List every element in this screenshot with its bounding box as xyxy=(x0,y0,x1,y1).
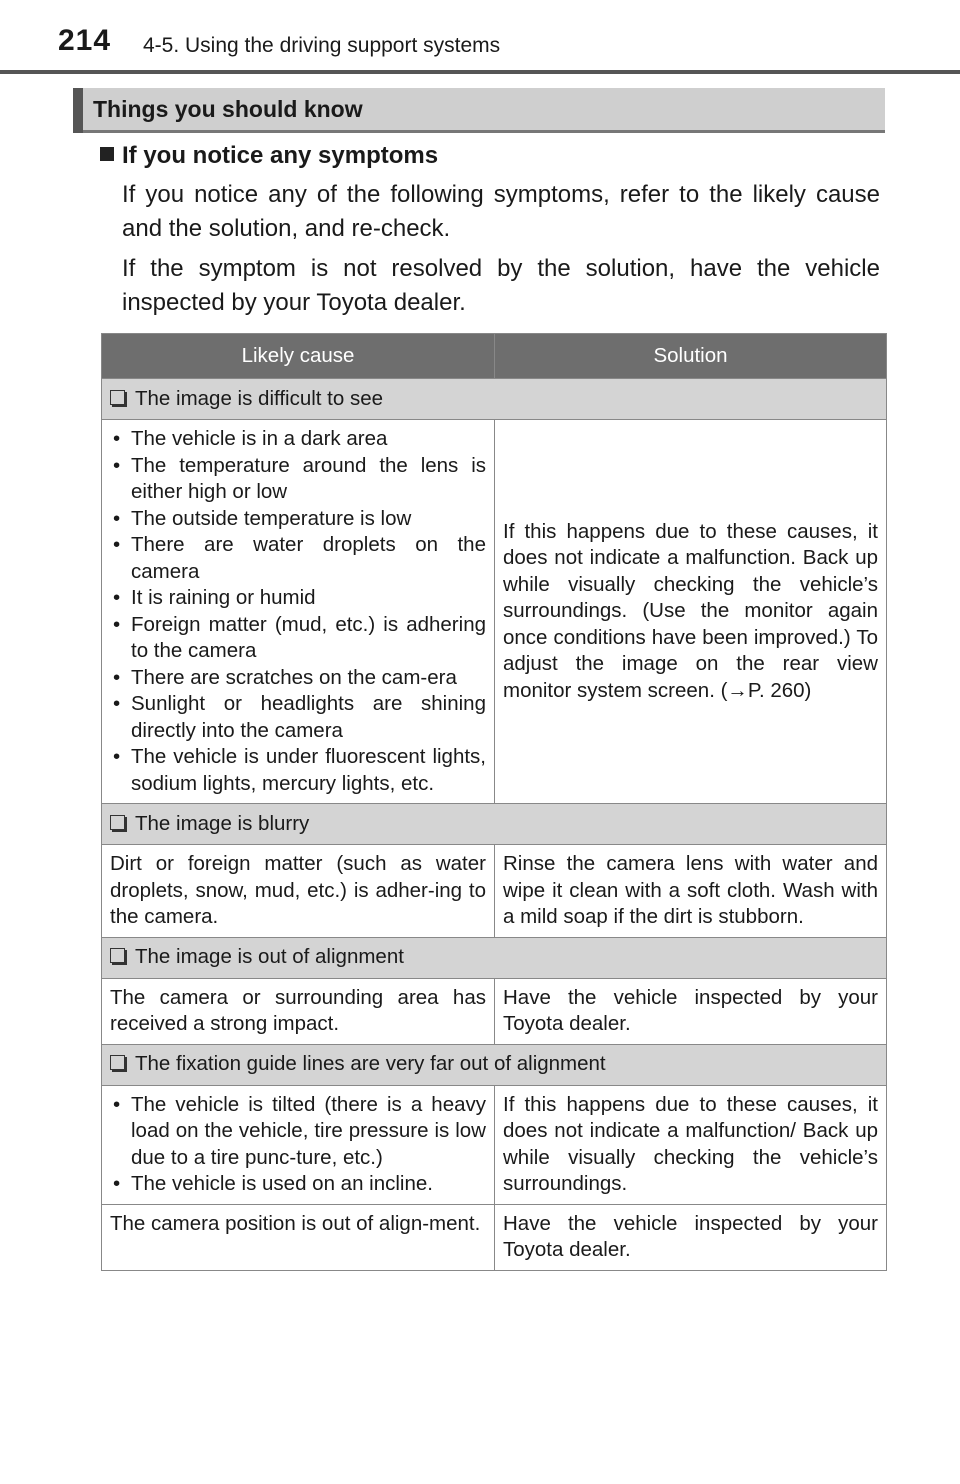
checkbox-icon xyxy=(110,948,125,963)
list-item: • Sunlight or headlights are shining directly into the camera xyxy=(110,691,486,744)
page-header xyxy=(0,0,960,76)
subheading-text: If you notice any symptoms xyxy=(122,142,439,169)
header-rule xyxy=(0,70,960,74)
category-label: The image is out of alignment xyxy=(135,945,404,969)
table-row xyxy=(102,978,887,1044)
list-item: • The vehicle is under fluorescent lights, sodium lights, mercury lights, etc. xyxy=(110,744,486,797)
category-row xyxy=(102,379,887,420)
category-label: The image is difficult to see xyxy=(135,386,384,410)
cause-cell: The camera position is out of align-ment. xyxy=(102,1204,495,1270)
list-item: • The temperature around the lens is either high or low xyxy=(110,453,486,506)
category-label: The fixation guide lines are very far out of alignment xyxy=(135,1052,606,1076)
header-solution: Solution xyxy=(495,334,887,379)
cause-cell xyxy=(102,420,495,804)
category-row xyxy=(102,804,887,845)
bar-accent xyxy=(73,88,83,133)
solution-cell: If this happens due to these causes, it does not indicate a malfunction. Back up while visually checking the vehicle’s surroundings. (Use the monitor again once conditions have been improved.) To adjust the image on the rear view monitor system screen. (→P. 260) xyxy=(495,420,887,804)
category-row xyxy=(102,1044,887,1085)
cause-list xyxy=(110,426,486,797)
subheading xyxy=(100,142,438,170)
table-row xyxy=(102,1204,887,1270)
things-you-should-know-title: Things you should know xyxy=(93,96,363,122)
square-bullet-icon xyxy=(100,147,114,161)
solution-cell: If this happens due to these causes, it does not indicate a malfunction/ Back up while visually checking the vehicle’s surroundings. xyxy=(495,1085,887,1204)
symptom-table xyxy=(101,333,887,1271)
list-item: • The vehicle is used on an incline. xyxy=(110,1171,486,1198)
solution-cell: Have the vehicle inspected by your Toyota dealer. xyxy=(495,978,887,1044)
table-row xyxy=(102,1085,887,1204)
list-item: • The outside temperature is low xyxy=(110,506,486,533)
table-row xyxy=(102,420,887,804)
things-you-should-know-bar xyxy=(73,88,885,133)
page-number: 214 xyxy=(58,24,112,57)
list-item: • There are scratches on the cam-era xyxy=(110,665,486,692)
category-label: The image is blurry xyxy=(135,811,310,835)
section-title: 4-5. Using the driving support systems xyxy=(143,34,501,57)
list-item: • There are water droplets on the camera xyxy=(110,532,486,585)
checkbox-icon xyxy=(110,390,125,405)
list-item: • The vehicle is tilted (there is a heavy load on the vehicle, tire pressure is low due to a tire punc-ture, etc.) xyxy=(110,1092,486,1172)
cause-cell xyxy=(102,1085,495,1204)
list-item: • The vehicle is in a dark area xyxy=(110,426,486,453)
intro-paragraph: If you notice any of the following symptoms, refer to the likely cause and the solution, and re-check. xyxy=(122,181,880,242)
dealer-paragraph: If the symptom is not resolved by the solution, have the vehicle inspected by your Toyota dealer. xyxy=(122,255,880,316)
cause-list xyxy=(110,1092,486,1198)
category-row xyxy=(102,937,887,978)
solution-cell: Have the vehicle inspected by your Toyota dealer. xyxy=(495,1204,887,1270)
cause-cell: The camera or surrounding area has received a strong impact. xyxy=(102,978,495,1044)
list-item: • Foreign matter (mud, etc.) is adhering to the camera xyxy=(110,612,486,665)
header-likely-cause: Likely cause xyxy=(102,334,495,379)
cause-cell: Dirt or foreign matter (such as water droplets, snow, mud, etc.) is adher-ing to the camera. xyxy=(102,845,495,938)
checkbox-icon xyxy=(110,1055,125,1070)
table-header-row xyxy=(102,334,887,379)
checkbox-icon xyxy=(110,815,125,830)
solution-cell: Rinse the camera lens with water and wipe it clean with a soft cloth. Wash with a mild soap if the dirt is stubborn. xyxy=(495,845,887,938)
table-row xyxy=(102,845,887,938)
list-item: • It is raining or humid xyxy=(110,585,486,612)
